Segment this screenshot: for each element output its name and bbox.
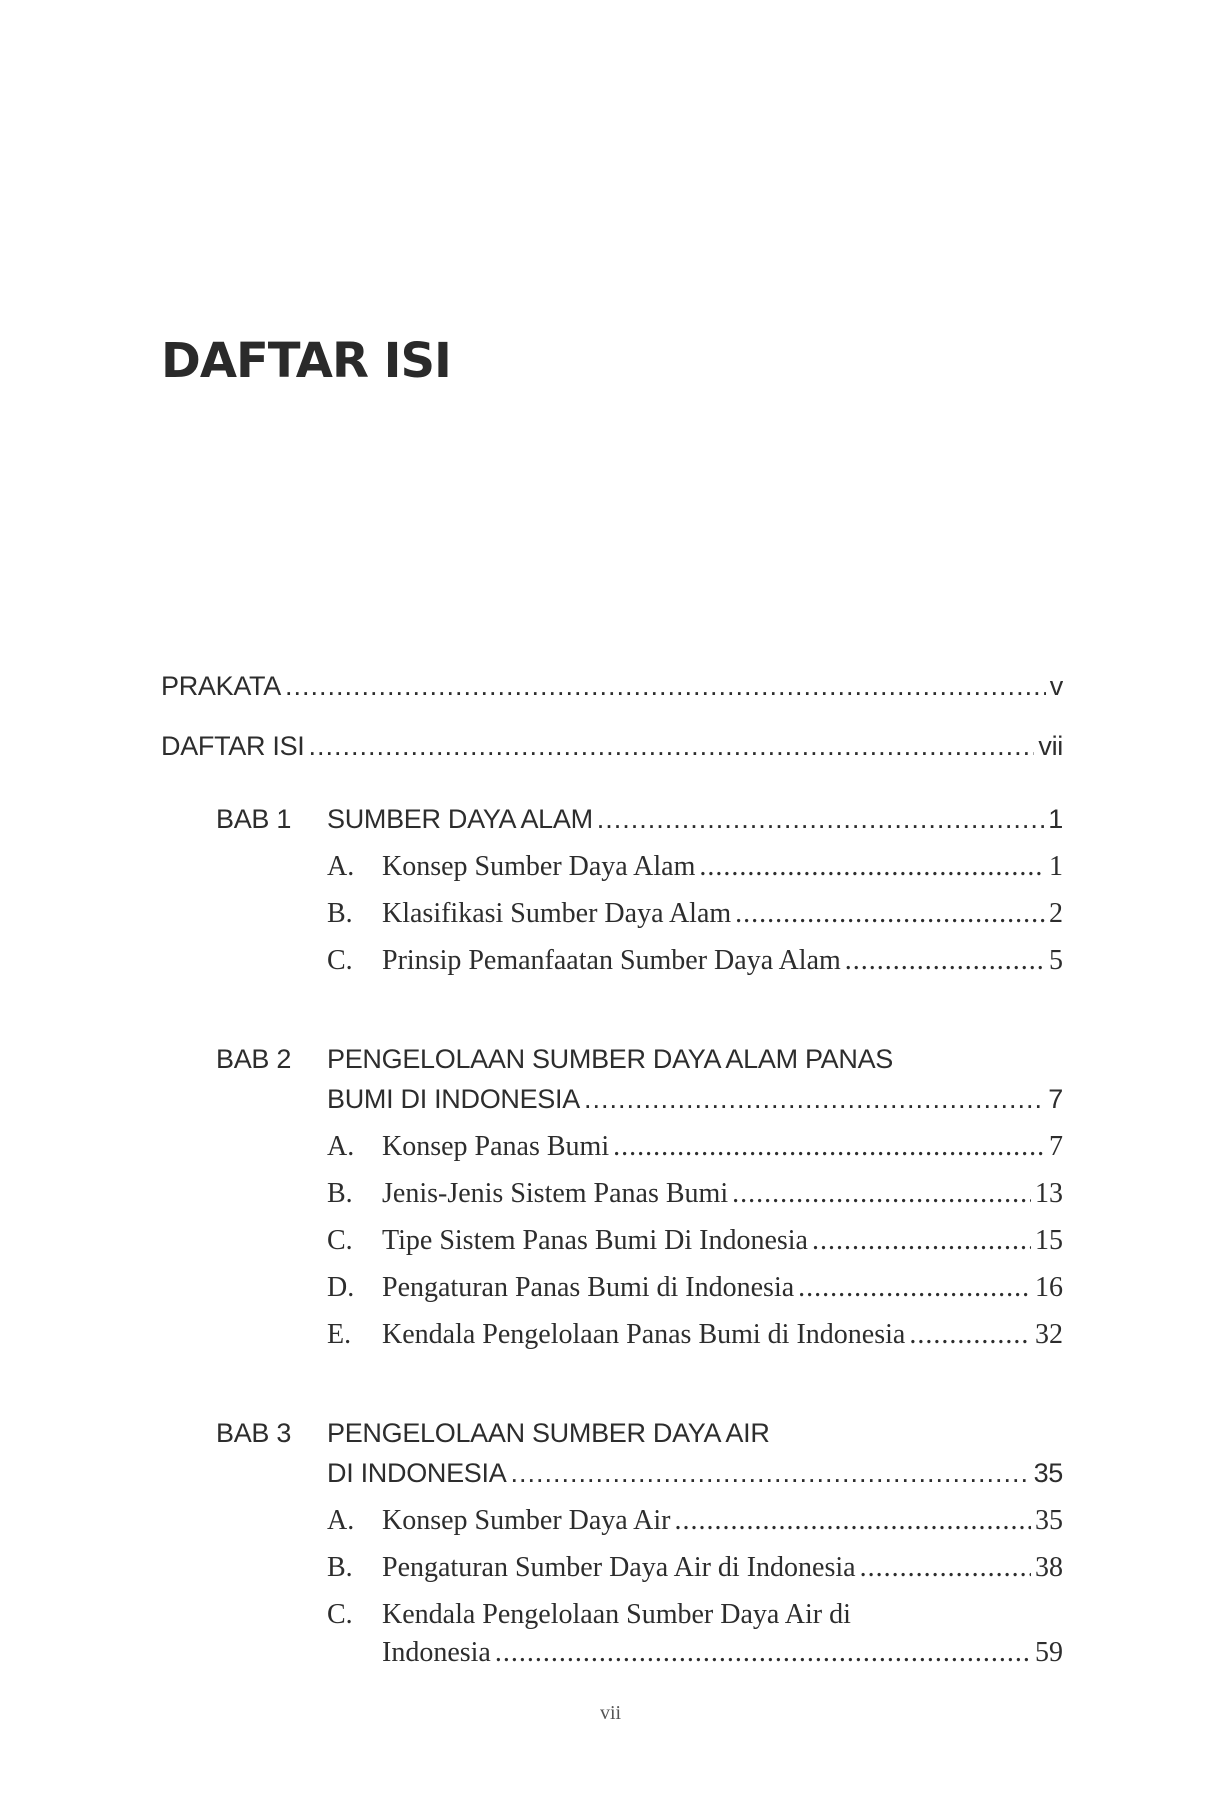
front-entry: [161, 731, 1063, 762]
section-entry-label: Pengaturan Panas Bumi di Indonesia: [382, 1272, 795, 1303]
chapter-number: BAB 2: [216, 1044, 292, 1074]
front-entry-page: vii: [1038, 731, 1063, 761]
section-entry-page: 32: [1035, 1319, 1063, 1350]
section-entry: [382, 1637, 1063, 1669]
section-entry-label: Tipe Sistem Panas Bumi Di Indonesia: [382, 1225, 808, 1256]
leader-dots: [613, 1131, 1045, 1163]
section-letter: C.: [327, 1599, 353, 1630]
chapter-title: [327, 804, 1063, 835]
section-entry-page: 7: [1049, 1131, 1063, 1162]
chapter-title-label: DI INDONESIA: [327, 1458, 507, 1488]
section-letter: A.: [327, 851, 355, 882]
page-number-footer: vii: [599, 1702, 622, 1724]
section-entry: [382, 851, 1063, 883]
section-entry-label: Konsep Sumber Daya Alam: [382, 851, 696, 882]
section-entry-page: 35: [1035, 1505, 1063, 1536]
section-entry-page: 15: [1035, 1225, 1063, 1256]
section-entry-page: 2: [1049, 898, 1063, 929]
chapter-number: BAB 3: [216, 1418, 292, 1448]
leader-dots: [285, 671, 1046, 702]
leader-dots: [699, 851, 1045, 883]
section-letter: A.: [327, 1505, 355, 1536]
section-entry-page: 38: [1035, 1552, 1063, 1583]
leader-dots: [909, 1319, 1031, 1351]
section-entry-label: Jenis-Jenis Sistem Panas Bumi: [382, 1178, 729, 1209]
chapter-title-line: PENGELOLAAN SUMBER DAYA ALAM PANAS: [327, 1044, 893, 1074]
section-entry-page: 5: [1049, 945, 1063, 976]
leader-dots: [584, 1084, 1044, 1115]
section-entry-label: Pengaturan Sumber Daya Air di Indonesia: [382, 1552, 856, 1583]
section-entry: [382, 1319, 1063, 1351]
section-entry-page: 16: [1035, 1272, 1063, 1303]
section-entry: [382, 1225, 1063, 1257]
chapter-number: BAB 1: [216, 804, 292, 834]
section-entry-label: Kendala Pengelolaan Panas Bumi di Indonesia: [382, 1319, 906, 1350]
leader-dots: [798, 1272, 1031, 1304]
section-entry-label: Indonesia: [382, 1637, 491, 1668]
section-entry: [382, 1178, 1063, 1210]
leader-dots: [510, 1458, 1029, 1489]
front-entry-label: DAFTAR ISI: [161, 731, 305, 761]
section-entry-label: Klasifikasi Sumber Daya Alam: [382, 898, 732, 929]
leader-dots: [675, 1505, 1031, 1537]
chapter-title-label: BUMI DI INDONESIA: [327, 1084, 580, 1114]
section-letter: C.: [327, 945, 353, 976]
page-title: DAFTAR ISI: [161, 333, 451, 389]
leader-dots: [860, 1552, 1031, 1584]
leader-dots: [732, 1178, 1031, 1210]
section-entry-page: 1: [1049, 851, 1063, 882]
section-entry: [382, 1505, 1063, 1537]
section-letter: B.: [327, 1552, 353, 1583]
chapter-title-page: 35: [1033, 1458, 1063, 1488]
section-entry: [382, 898, 1063, 930]
leader-dots: [495, 1637, 1031, 1669]
section-entry-page: 59: [1035, 1637, 1063, 1668]
section-letter: D.: [327, 1272, 355, 1303]
section-letter: E.: [327, 1319, 352, 1350]
leader-dots: [845, 945, 1045, 977]
section-entry-label: Konsep Panas Bumi: [382, 1131, 610, 1162]
section-letter: B.: [327, 1178, 353, 1209]
section-letter: A.: [327, 1131, 355, 1162]
section-entry: [382, 945, 1063, 977]
leader-dots: [812, 1225, 1031, 1257]
chapter-title-page: 7: [1048, 1084, 1063, 1114]
chapter-title: [327, 1084, 1063, 1115]
front-entry: [161, 671, 1063, 702]
leader-dots: [735, 898, 1045, 930]
chapter-title-page: 1: [1048, 804, 1063, 834]
section-title-line: Kendala Pengelolaan Sumber Daya Air di: [382, 1599, 851, 1630]
leader-dots: [597, 804, 1045, 835]
leader-dots: [309, 731, 1035, 762]
front-entry-page: v: [1049, 671, 1063, 701]
section-entry-label: Konsep Sumber Daya Air: [382, 1505, 671, 1536]
front-entry-label: PRAKATA: [161, 671, 281, 701]
section-entry: [382, 1552, 1063, 1584]
chapter-title: [327, 1458, 1063, 1489]
section-entry-page: 13: [1035, 1178, 1063, 1209]
section-letter: B.: [327, 898, 353, 929]
chapter-title-label: SUMBER DAYA ALAM: [327, 804, 593, 834]
section-entry: [382, 1131, 1063, 1163]
section-entry: [382, 1272, 1063, 1304]
section-entry-label: Prinsip Pemanfaatan Sumber Daya Alam: [382, 945, 841, 976]
section-letter: C.: [327, 1225, 353, 1256]
chapter-title-line: PENGELOLAAN SUMBER DAYA AIR: [327, 1418, 770, 1448]
